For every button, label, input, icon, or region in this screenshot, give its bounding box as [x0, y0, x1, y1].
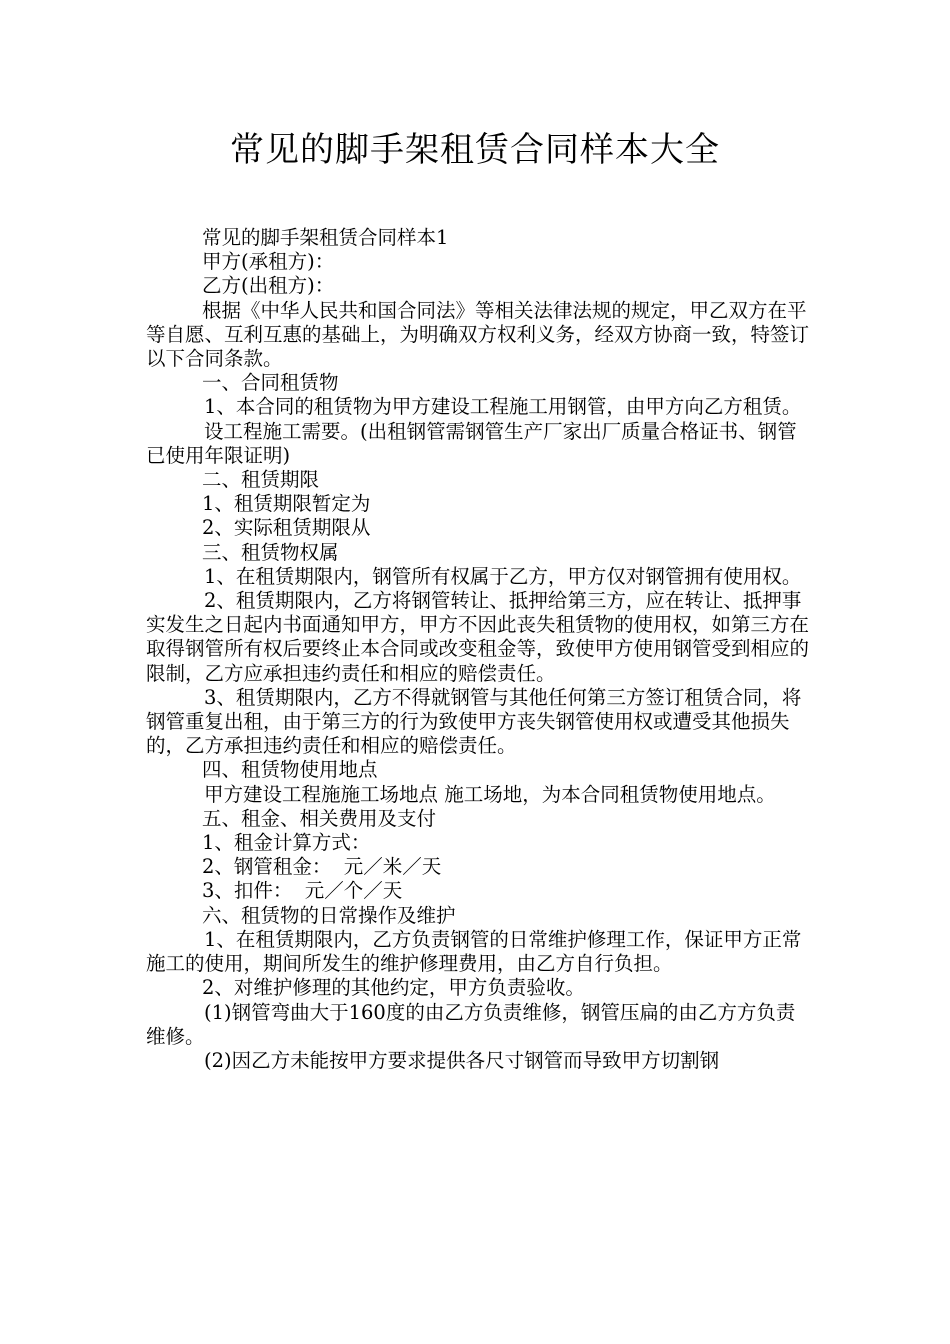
- paragraph: 3、租赁期限内，乙方不得就钢管与其他任何第三方签订租赁合同，将钢管重复出租，由于第三方的行为致使甲方丧失钢管使用权或遭受其他损失的，乙方承担违约责任和相应的赔偿责任。: [146, 685, 802, 758]
- paragraph: 五、租金、相关费用及支付: [202, 806, 437, 830]
- paragraph: 六、租赁物的日常操作及维护: [202, 903, 456, 927]
- paragraph: 2、钢管租金： 元／米／天: [202, 855, 442, 879]
- paragraph: (1)钢管弯曲大于160度的由乙方负责维修，钢管压扁的由乙方方负责维修。: [146, 1000, 796, 1048]
- paragraph: 3、扣件： 元／个／天: [202, 879, 403, 903]
- paragraph: (2)因乙方未能按甲方要求提供各尺寸钢管而导致甲方切割钢: [204, 1048, 720, 1072]
- paragraph: 四、租赁物使用地点: [202, 758, 378, 782]
- paragraph: 常见的脚手架租赁合同样本1: [202, 226, 449, 249]
- paragraph: 二、租赁期限: [202, 468, 320, 492]
- paragraph: 1、在租赁期限内，钢管所有权属于乙方，甲方仅对钢管拥有使用权。: [204, 564, 802, 588]
- paragraph: 2、租赁期限内，乙方将钢管转让、抵押给第三方，应在转让、抵押事实发生之日起内书面通知甲方，甲方不因此丧失租赁物的使用权，如第三方在取得钢管所有权后要终止本合同或改变租金等，致使甲方使用钢管受到相应的限制，乙方应承担违约责任和相应的赔偿责任。: [146, 589, 810, 685]
- paragraph: 甲方建设工程施施工场地点 施工场地，为本合同租赁物使用地点。: [204, 782, 776, 806]
- paragraph: 根据《中华人民共和国合同法》等相关法律法规的规定，甲乙双方在平等自愿、互利互惠的基础上，为明确双方权利义务，经双方协商一致，特签订以下合同条款。: [146, 298, 810, 371]
- paragraph: 甲方(承租方)：: [202, 250, 335, 274]
- paragraph: 1、租赁期限暂定为: [202, 492, 371, 516]
- paragraph: 1、本合同的租赁物为甲方建设工程施工用钢管，由甲方向乙方租赁。: [204, 395, 802, 419]
- document-title: 常见的脚手架租赁合同样本大全: [230, 130, 720, 170]
- paragraph: 1、在租赁期限内，乙方负责钢管的日常维护修理工作，保证甲方正常施工的使用，期间所发生的维护修理费用，由乙方自行负担。: [146, 927, 802, 976]
- paragraph: 三、租赁物权属: [202, 540, 339, 564]
- paragraph: 乙方(出租方)：: [202, 274, 335, 298]
- paragraph: 2、对维护修理的其他约定，甲方负责验收。: [202, 976, 585, 1000]
- paragraph: 1、租金计算方式：: [202, 831, 371, 855]
- document-body: [146, 226, 810, 1073]
- paragraph: 一、合同租赁物: [202, 371, 339, 395]
- paragraph: 设工程施工需要。(出租钢管需钢管生产厂家出厂质量合格证书、钢管已使用年限证明): [146, 419, 797, 467]
- paragraph: 2、实际租赁期限从: [202, 516, 371, 540]
